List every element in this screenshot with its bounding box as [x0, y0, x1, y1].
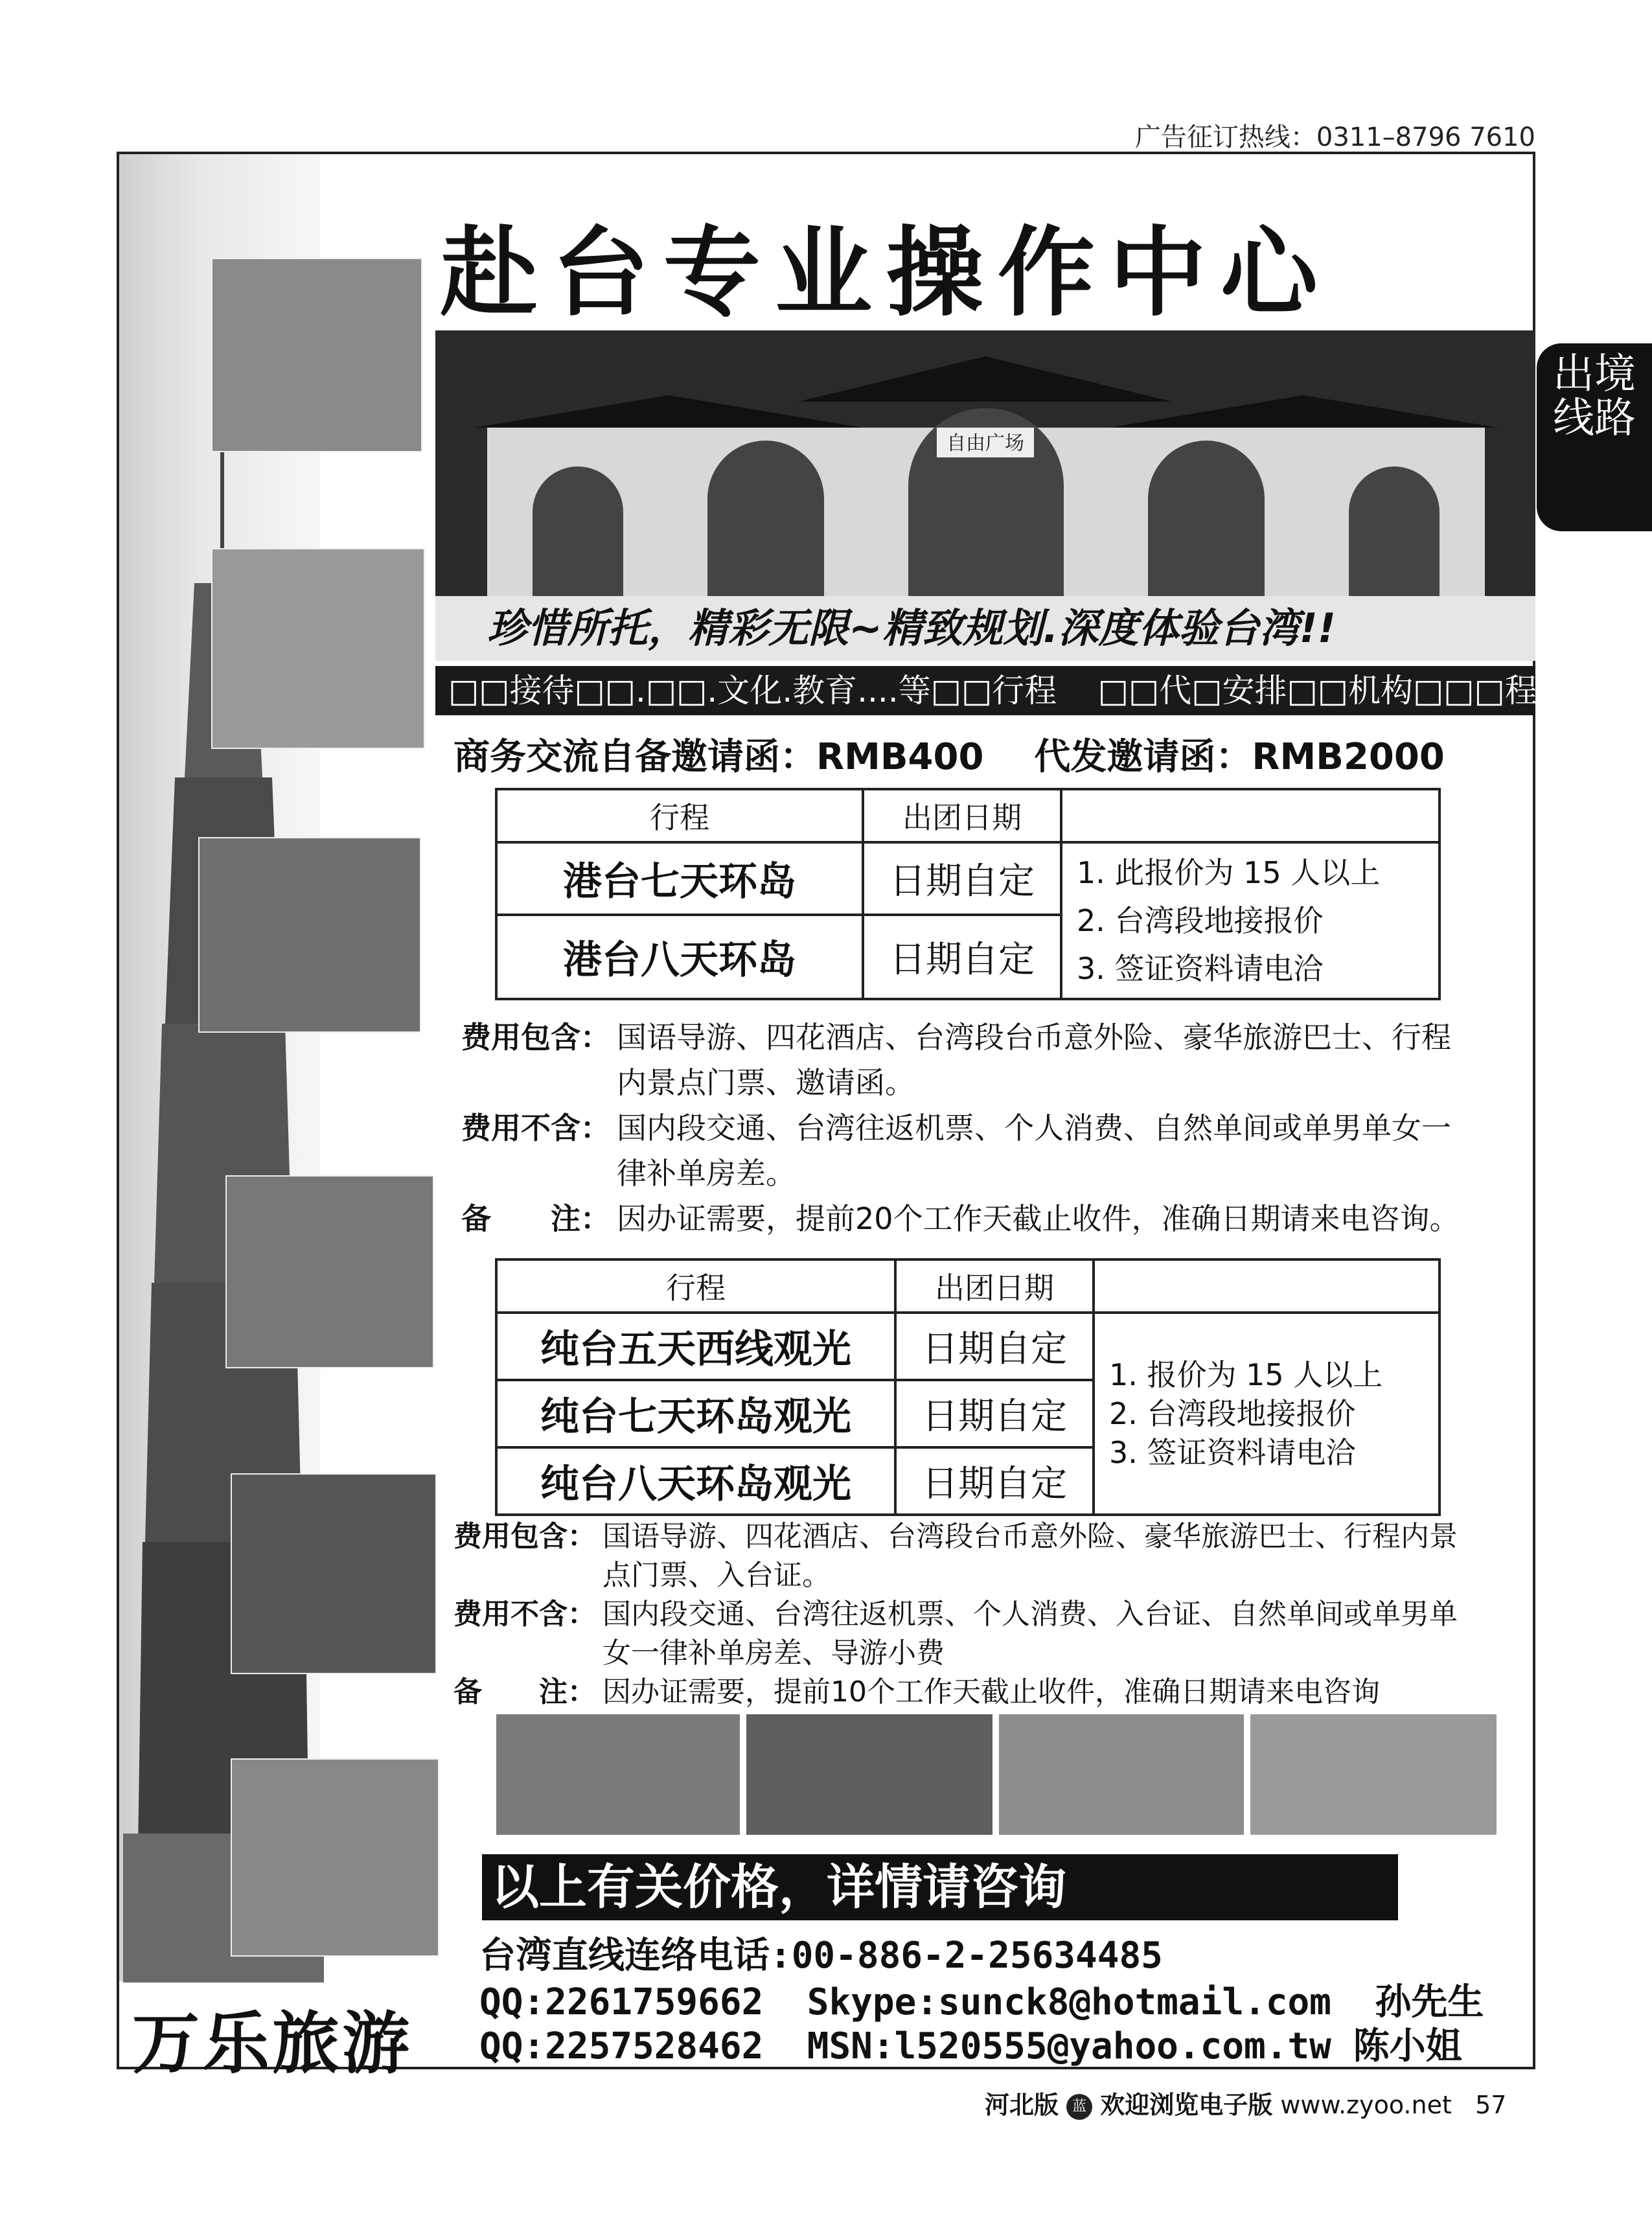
table-row-route: 港台七天环岛	[496, 842, 863, 915]
photo-cargo-ship	[198, 837, 421, 1033]
strip-photo-gate	[1249, 1713, 1498, 1836]
fee-exclude-label: 费用不含：	[461, 1110, 610, 1145]
table-row-date: 日期自定	[895, 1313, 1094, 1380]
table-header-notes	[1094, 1259, 1440, 1313]
section-tab-outbound[interactable]: 出境线路	[1537, 343, 1652, 531]
contact-skype: Skype:sunck8@hotmail.com	[807, 1981, 1331, 2023]
footer-url-link[interactable]: www.zyoo.net	[1280, 2091, 1452, 2119]
taiwan-only-itinerary-table	[495, 1258, 1441, 1516]
price-notes	[1061, 842, 1440, 999]
fee-include-text: 国语导游、四花酒店、台湾段台币意外险、豪华旅游巴士、行程	[617, 1020, 1451, 1055]
price-notes	[1094, 1313, 1440, 1515]
fee-exclude-text: 国内段交通、台湾往返机票、个人消费、自然单间或单男单女一	[617, 1110, 1451, 1145]
page-number: 57	[1475, 2091, 1507, 2119]
table-header-notes	[1061, 789, 1440, 842]
visa-prices	[453, 728, 1445, 780]
fee-include-label: 费用包含：	[461, 1020, 610, 1055]
footer-welcome: 欢迎浏览电子版	[1100, 2091, 1273, 2119]
agency-logo: 万乐旅游	[132, 2003, 413, 2083]
table-row-date: 日期自定	[895, 1380, 1094, 1447]
strip-photo-cliff	[998, 1713, 1245, 1836]
strip-photo-coast	[495, 1713, 741, 1836]
liberty-square-gate-image	[435, 330, 1535, 596]
strip-photo-taipei-skyline	[745, 1713, 994, 1836]
table-row-route: 纯台七天环岛观光	[496, 1380, 895, 1447]
photo-honor-guards	[225, 1175, 434, 1368]
contact-name: 孙先生	[1375, 1981, 1484, 2023]
fee-exclude-text-cont: 女一律补单房差、导游小费	[602, 1637, 945, 1670]
fee-include-text-cont: 内景点门票、邀请函。	[617, 1065, 915, 1100]
page-title: 赴台专业操作中心	[441, 216, 1333, 330]
fee-exclude-text-cont: 律补单房差。	[617, 1156, 796, 1191]
page-footer	[985, 2085, 1506, 2121]
table-row-route: 纯台八天环岛观光	[496, 1447, 895, 1515]
table-row-date: 日期自定	[895, 1447, 1094, 1515]
photo-memorial-hall	[211, 258, 422, 452]
contact-qq: QQ:2261759662	[479, 1981, 764, 2023]
note-line: 3. 签证资料请电洽	[1077, 951, 1324, 986]
ad-hotline: 广告征订热线：0311–8796 7610	[1134, 122, 1535, 152]
hk-taiwan-itinerary-table	[495, 788, 1441, 1000]
table-row-route: 港台八天环岛	[496, 915, 863, 999]
fee-info-block-1	[461, 1015, 1511, 1241]
remark-label: 备 注：	[453, 1675, 596, 1708]
fee-info-block-2	[453, 1517, 1503, 1712]
table-header-date: 出团日期	[895, 1259, 1094, 1313]
note-line: 2. 台湾段地接报价	[1077, 903, 1324, 938]
note-line: 2. 台湾段地接报价	[1109, 1396, 1356, 1431]
table-row-date: 日期自定	[863, 842, 1061, 915]
fee-include-text: 国语导游、四花酒店、台湾段台币意外险、豪华旅游巴士、行程内景	[602, 1520, 1458, 1553]
photo-night-market	[231, 1473, 437, 1674]
remark-text: 因办证需要，提前10个工作天截止收件，准确日期请来电咨询	[602, 1675, 1380, 1708]
note-line: 1. 此报价为 15 人以上	[1077, 855, 1381, 890]
service-bar: □□接待□□.□□.文化.教育....等□□行程 □□代□安排□□机构□□□程	[435, 666, 1535, 715]
table-header-route: 行程	[496, 1259, 895, 1313]
table-row-date: 日期自定	[863, 915, 1061, 999]
footer-badge-icon: 蓝	[1066, 2094, 1092, 2120]
contact-row-2	[479, 2018, 1462, 2069]
contact-msn: MSN:l520555@yahoo.com.tw	[807, 2025, 1331, 2067]
banner-caption: 珍惜所托，精彩无限~精致规划.深度体验台湾!!	[435, 596, 1535, 661]
liberty-square-banner	[435, 330, 1535, 596]
note-line: 3. 签证资料请电洽	[1109, 1435, 1356, 1470]
fee-exclude-text: 国内段交通、台湾往返机票、个人消费、入台证、自然单间或单男单	[602, 1598, 1458, 1631]
note-line: 1. 报价为 15 人以上	[1109, 1357, 1383, 1392]
visa-self-price: 商务交流自备邀请函：RMB400	[453, 736, 984, 778]
table-header-route: 行程	[496, 789, 863, 842]
table-header-date: 出团日期	[863, 789, 1061, 842]
contact-phone: 台湾直线连络电话:00-886-2-25634485	[479, 1935, 1163, 1977]
fee-include-label: 费用包含：	[453, 1520, 596, 1553]
visa-agent-price: 代发邀请函：RMB2000	[1034, 736, 1445, 778]
gate-plaque: 自由广场	[946, 432, 1024, 455]
fee-include-text-cont: 点门票、入台证。	[602, 1559, 831, 1592]
consult-banner: 以上有关价格，详情请咨询	[482, 1854, 1398, 1920]
remark-text: 因办证需要，提前20个工作天截止收件，准确日期请来电咨询。	[617, 1201, 1460, 1236]
contact-name: 陈小姐	[1353, 2025, 1462, 2067]
remark-label: 备 注：	[461, 1201, 610, 1236]
table-row-route: 纯台五天西线观光	[496, 1313, 895, 1380]
footer-edition: 河北版	[985, 2091, 1059, 2119]
photo-pagoda-gate	[211, 548, 425, 749]
fee-exclude-label: 费用不含：	[453, 1598, 596, 1631]
contact-qq: QQ:2257528462	[479, 2025, 764, 2067]
photo-sun-moon-lake	[231, 1758, 439, 1957]
